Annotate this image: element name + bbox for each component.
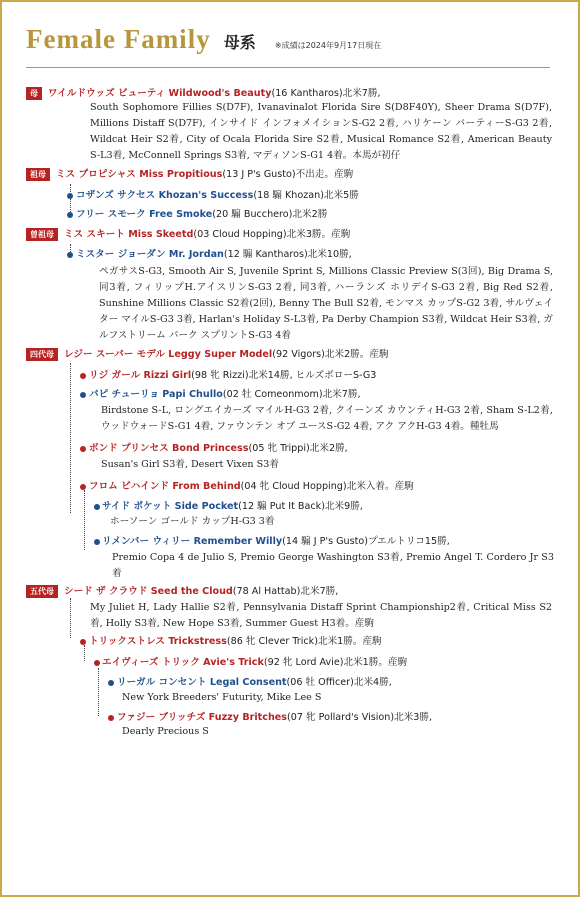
horse-info: (05 牝 Trippi)北米2勝, [248,443,348,454]
connector [84,490,85,550]
generation-tag: 母 [26,87,42,100]
horse-info: (92 牝 Lord Avie)北米1勝。産駒 [263,657,408,668]
horse-name: ミス プロピシャス Miss Propitious [56,169,223,180]
horse-name: ミスター ジョーダン Mr. Jordan [76,249,224,260]
horse-name: レジー スーパー モデル Leggy Super Model [64,349,273,360]
horse-info: (92 Vigors)北米2勝。産駒 [272,349,389,360]
horse-info: (07 牝 Pollard's Vision)北米3勝, [287,712,433,723]
horse-info: (86 牝 Clever Trick)北米1勝。産駒 [226,636,382,647]
dam-line [26,87,381,101]
offspring-line [89,635,382,649]
horse-name: トリックストレス Trickstress [89,636,227,647]
horse-name: フリー スモーク Free Smoke [76,209,213,220]
connector [84,645,85,661]
page-subtitle: 母系 [223,33,256,52]
bullet-icon [67,212,73,218]
bullet-icon [80,392,86,398]
horse-info: (12 騸 Put It Back)北米9勝, [238,501,363,512]
race-record: Susan's Girl S3着, Desert Vixen S3着 [101,459,279,470]
offspring-line [76,189,359,203]
offspring-line [102,656,407,670]
race-record: My Juliet H, Lady Hallie S2着, Pennsylvania Distaff Sprint Championship2着, Critical Miss S2着, Holly S3着, New Hope S3着, Summer Guest H3着。産駒 [90,602,552,629]
race-record: Dearly Precious S [122,726,209,737]
connector [70,598,71,638]
connector [70,184,71,214]
bullet-icon [80,373,86,379]
horse-info: (20 騸 Bucchero)北米2勝 [212,209,328,220]
horse-name: シード ザ クラウド Seed the Cloud [64,586,233,597]
header-divider [26,67,550,68]
generation-tag: 曽祖母 [26,228,58,241]
generation-tag: 五代母 [26,585,58,598]
horse-name: フロム ビハインド From Behind [89,481,241,492]
fifth-dam-line [26,585,338,599]
bullet-icon [108,680,114,686]
horse-info: (13 J P's Gusto)不出走。産駒 [222,169,354,180]
horse-name: サイド ポケット Side Pocket [102,501,239,512]
bullet-icon [94,539,100,545]
horse-info: (98 牝 Rizzi)北米14勝, ヒルズボローS-G3 [191,370,377,381]
offspring-line [76,248,352,262]
race-record: ペガサスS-G3, Smooth Air S, Juvenile Sprint S, Millions Classic Preview S(3回), Big Drama S, 同3着, フィリップH.アイスリンS-G3 2着, 同3着, ハーランズ ホリデイS-G3 2着, Big Red S2着, Sunshine Millions Classic S2着(2回), Benny The Bull S2着, モンマス カップS-G2 3着, サルヴェイター マイルS-G3 3着, Harlan's Holiday S-L3着, Pa Derby Champion S3着, Wildcat Heir S3着, ガルフストリーム パーク スプリントS-G3 4着 [99,266,553,341]
race-record: Premio Copa 4 de Julio S, Premio George Washington S3着, Premio Angel T. Cordero Jr S3着 [112,552,554,579]
horse-name: リーガル コンセント Legal Consent [117,677,287,688]
horse-name: ファジー ブリッチズ Fuzzy Britches [117,712,287,723]
horse-info: (78 Al Hattab)北米7勝, [232,586,339,597]
horse-name: コザンズ サクセス Khozan's Success [76,190,254,201]
race-record: ホーソーン ゴールド カップH-G3 3着 [110,516,275,527]
bullet-icon [94,504,100,510]
offspring-line [89,442,348,456]
horse-info: (14 騸 J P's Gusto)プエルトリコ15勝, [282,536,450,547]
page-title: Female Family [26,24,211,54]
horse-name: ボンド プリンセス Bond Princess [89,443,249,454]
bullet-icon [80,639,86,645]
bullet-icon [80,446,86,452]
offspring-line [102,500,363,514]
horse-info: (12 騸 Kantharos)北米10勝, [223,249,352,260]
horse-info: (04 牝 Cloud Hopping)北米入着。産駒 [240,481,414,492]
horse-name: ワイルドウッズ ビューティ Wildwood's Beauty [48,88,272,99]
horse-name: パピ チューリョ Papi Chullo [89,389,223,400]
horse-name: リジ ガール Rizzi Girl [89,370,192,381]
connector [70,363,71,513]
offspring-line [117,711,432,725]
race-record: South Sophomore Fillies S(D7F), Ivanavinalot Florida Sire S(D8F40Y), Sheer Drama S(D7F), Millions Distaff S(D7F), インサイド インフォメイションS-G2 2着, ハリケーン バーティーS-G3 2着, Wildcat Heir S2着, City of Ocala Florida Sire S2着, Musical Romance S2着, American Beauty S-L3着, McConnell Springs S3着, マディソンS-G1 4着。本馬が初仔 [90,102,552,161]
race-record: Birdstone S-L, ロングエイカーズ マイルH-G3 2着, クイーンズ カウンティH-G3 2着, Sham S-L2着, ウッドウォードS-G1 4着, ファウンテン オブ ユースS-G2 4着, アク アクH-G3 4着。種牡馬 [101,405,553,432]
offspring-line [76,208,327,222]
race-record: New York Breeders' Futurity, Mike Lee S [122,692,322,703]
as-of-note: ※成績は2024年9月17日現在 [274,41,382,50]
horse-name: ミス スキート Miss Skeetd [64,229,194,240]
horse-info: (06 牡 Officer)北米4勝, [286,677,392,688]
bullet-icon [67,252,73,258]
horse-info: (16 Kantharos)北米7勝, [271,88,381,99]
bullet-icon [108,715,114,721]
generation-tag: 四代母 [26,348,58,361]
offspring-line [89,480,414,494]
connector [98,668,99,716]
offspring-line [89,369,376,383]
horse-info: (02 牡 Comeonmom)北米7勝, [222,389,361,400]
bullet-icon [94,660,100,666]
offspring-line [117,676,392,690]
bullet-icon [80,484,86,490]
horse-name: リメンバー ウィリー Remember Willy [102,536,283,547]
third-dam-line [26,228,350,242]
horse-name: エイヴィーズ トリック Avie's Trick [102,657,264,668]
generation-tag: 祖母 [26,168,50,181]
horse-info: (03 Cloud Hopping)北米3勝。産駒 [193,229,351,240]
offspring-line [89,388,361,402]
second-dam-line [26,168,353,182]
horse-info: (18 騸 Khozan)北米5勝 [253,190,359,201]
offspring-line [102,535,450,549]
bullet-icon [67,193,73,199]
page-header [26,24,381,64]
fourth-dam-line [26,348,389,362]
